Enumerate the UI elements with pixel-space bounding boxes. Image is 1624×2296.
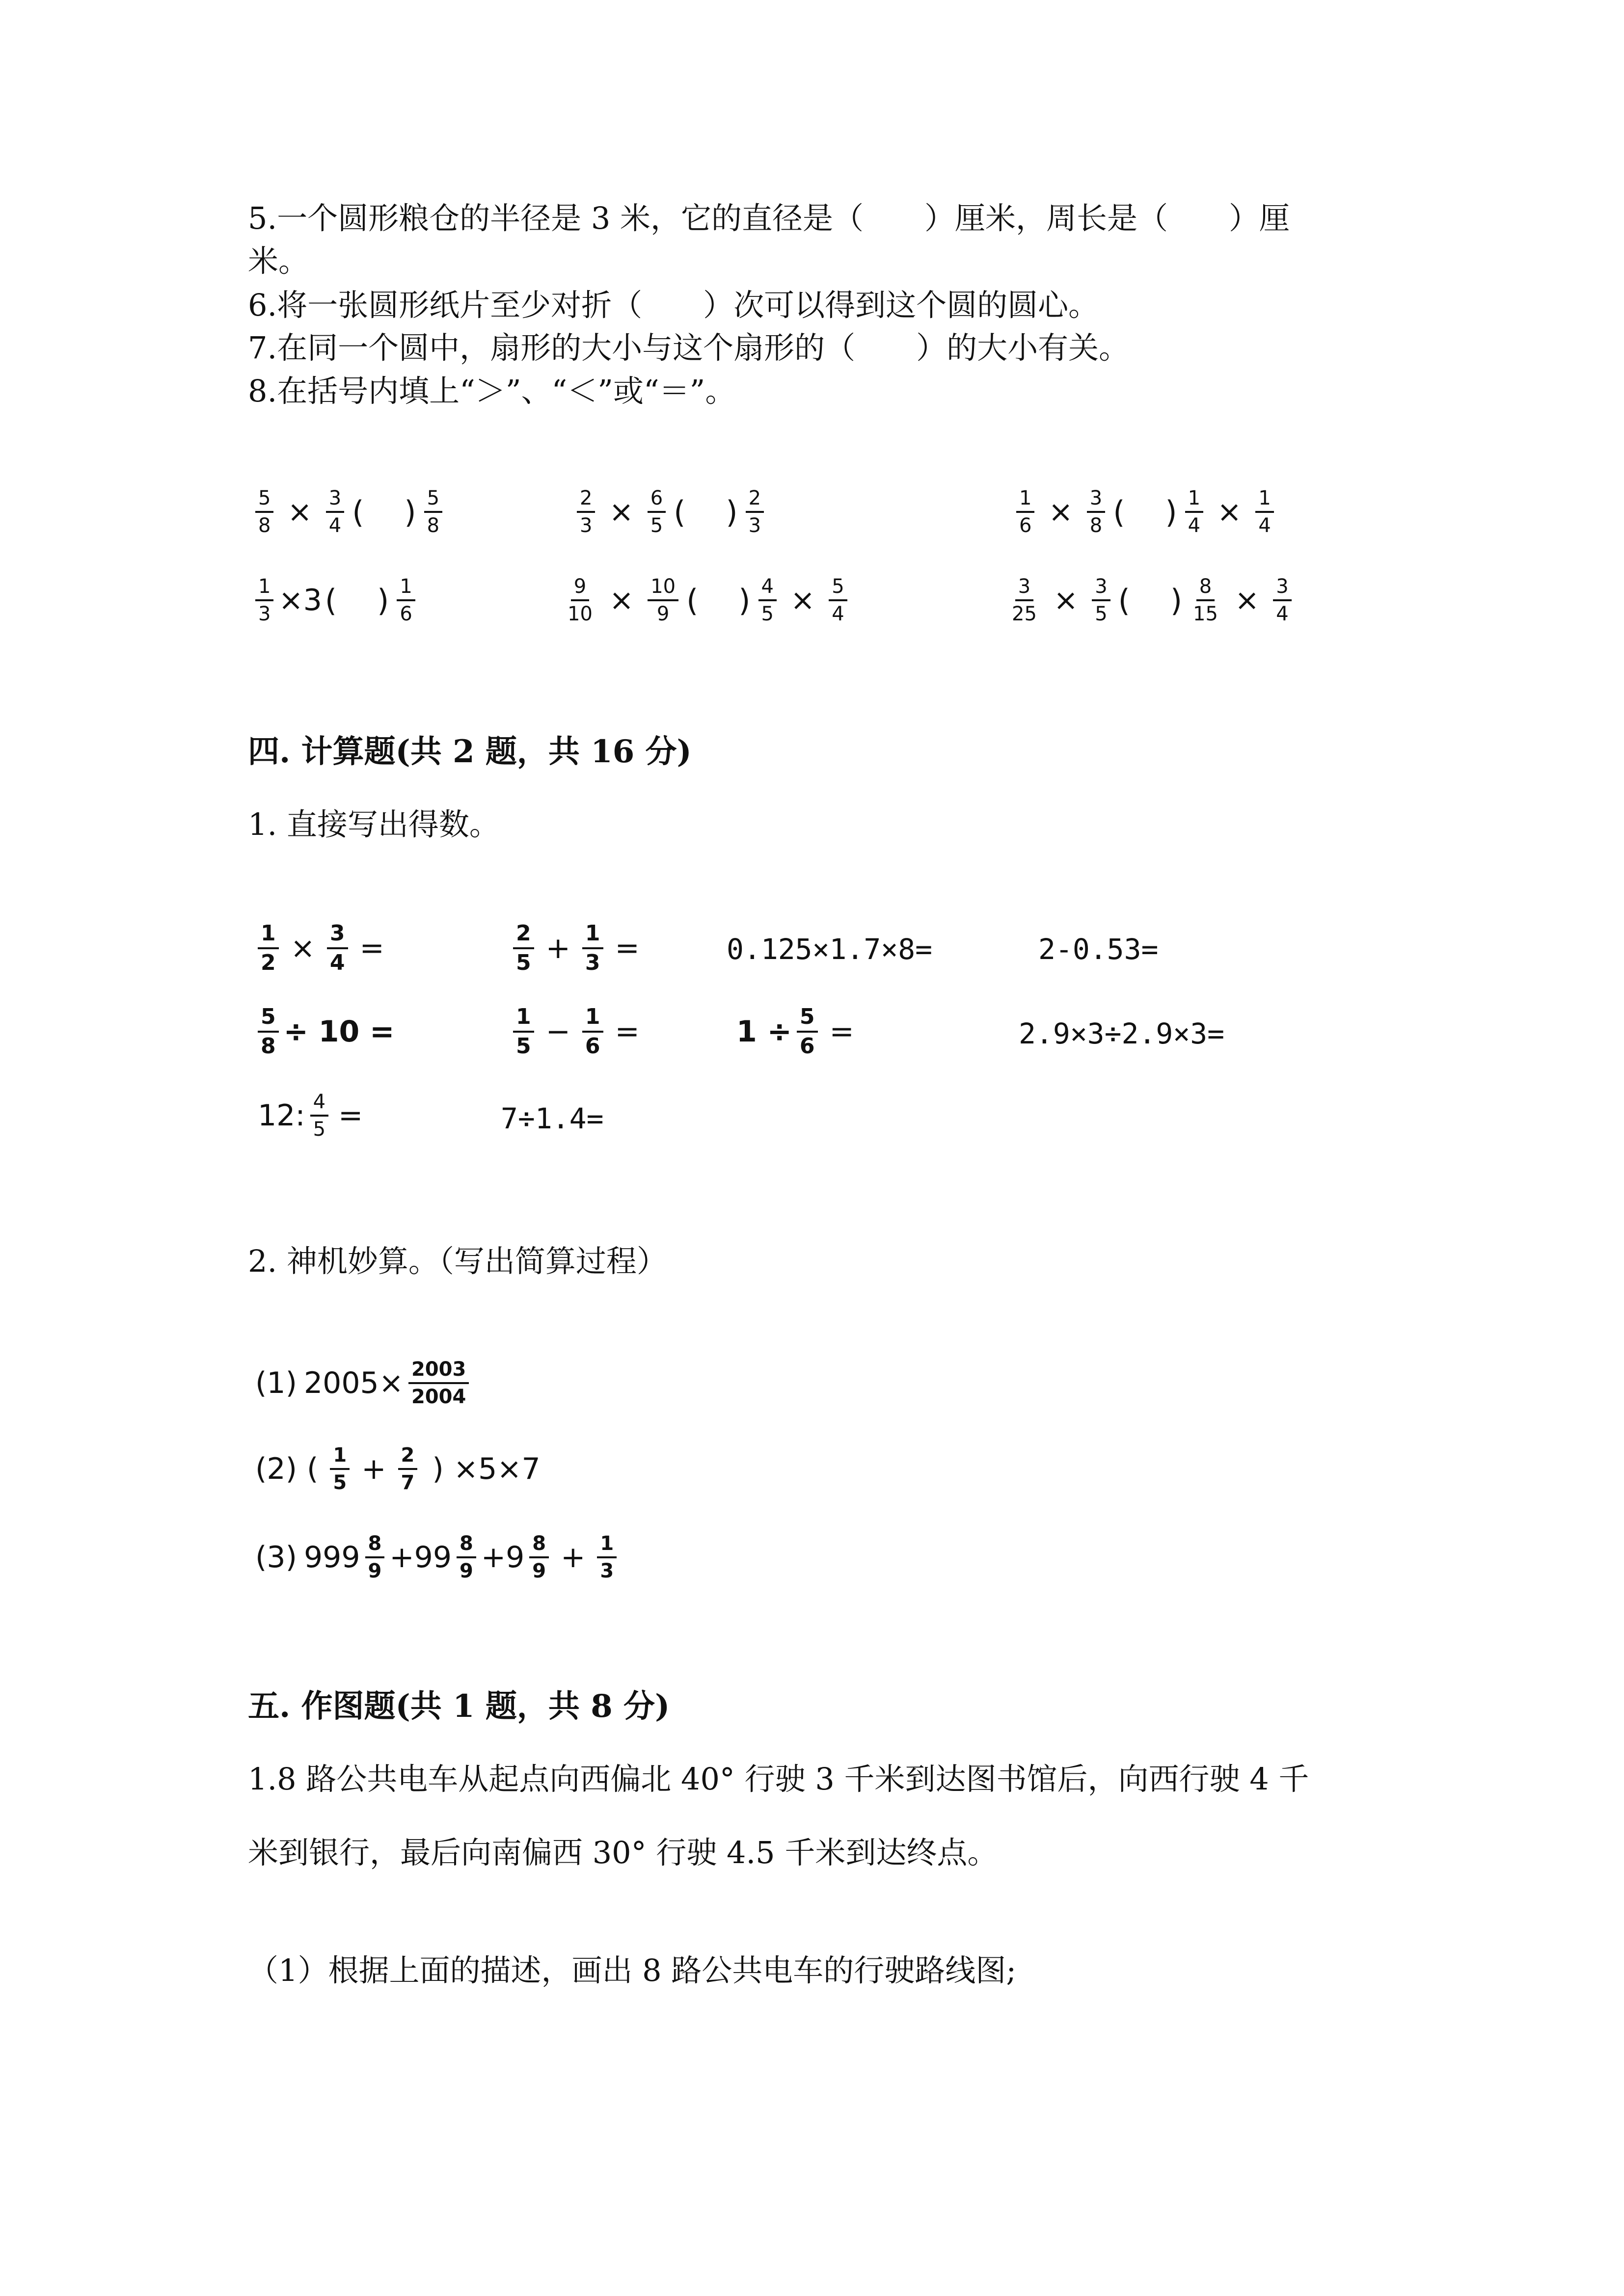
calc-e2: $\frac{2}{5}$ + $\frac{1}{3}$ = — [508, 923, 647, 974]
calc-e1: $\frac{1}{2}$ × $\frac{3}{4}$ = — [253, 923, 391, 974]
calc-e5: $\frac{5}{8}$ ÷ 10 = — [253, 1006, 394, 1057]
section-5-question-1-sub-1: （1）根据上面的描述，画出 8 路公共电车的行驶路线图; — [248, 1952, 1017, 1988]
simplify-2: (2) ( $\frac{1}{5}$ + $\frac{2}{7}$ ) ×5×7 — [255, 1444, 541, 1494]
calc-e3: 0.125×1.7×8= — [727, 933, 933, 966]
compare-r2c2: $\frac{9}{10}$ × $\frac{10}{9}$ ( ) $\frac{4}{5}$ × $\frac{5}{4}$ — [560, 577, 852, 624]
compare-r1c2: $\frac{2}{3}$ × $\frac{6}{5}$ ( ) $\frac{2}{3}$ — [572, 488, 769, 535]
section-4-question-1: 1. 直接写出得数。 — [248, 806, 500, 842]
question-8: 8.在括号内填上“＞”、“＜”或“＝”。 — [248, 373, 736, 409]
question-5-line-1: 5.一个圆形粮仓的半径是 3 米，它的直径是（ ）厘米，周长是（ ）厘 — [248, 200, 1290, 236]
section-4-heading: 四. 计算题(共 2 题，共 16 分) — [248, 733, 692, 770]
compare-r1c1: $\frac{5}{8}$ × $\frac{3}{4}$ ( ) $\frac{5}{8}$ — [250, 488, 447, 535]
question-7: 7.在同一个圆中，扇形的大小与这个扇形的（ ）的大小有关。 — [248, 330, 1130, 366]
section-4-question-2: 2. 神机妙算。（写出简算过程） — [248, 1243, 667, 1279]
question-5-line-2: 米。 — [248, 243, 309, 279]
question-6: 6.将一张圆形纸片至少对折（ ）次可以得到这个圆的圆心。 — [248, 287, 1099, 323]
calc-e10: 7÷1.4= — [501, 1102, 604, 1135]
section-5-question-1-line-1: 1.8 路公共电车从起点向西偏北 40° 行驶 3 千米到达图书馆后，向西行驶 4 千 — [248, 1761, 1309, 1797]
calc-e9: 12: $\frac{4}{5}$ = — [258, 1091, 363, 1141]
calc-e6: $\frac{1}{5}$ − $\frac{1}{6}$ = — [508, 1006, 647, 1057]
compare-r2c1: $\frac{1}{3}$ ×3 ( ) $\frac{1}{6}$ — [250, 577, 420, 624]
section-5-question-1-line-2: 米到银行，最后向南偏西 30° 行驶 4.5 千米到达终点。 — [248, 1835, 998, 1870]
compare-r1c3: $\frac{1}{6}$ × $\frac{3}{8}$ ( ) $\frac{1}{4}$ × $\frac{1}{4}$ — [1011, 488, 1279, 535]
section-5-heading: 五. 作图题(共 1 题，共 8 分) — [248, 1688, 670, 1725]
calc-e4: 2-0.53= — [1038, 933, 1159, 966]
simplify-1: (1) 2005× $\frac{2003}{2004}$ — [255, 1360, 474, 1407]
calc-e7: 1 ÷ $\frac{5}{6}$ = — [736, 1004, 854, 1059]
calc-e8: 2.9×3÷2.9×3= — [1019, 1017, 1225, 1050]
compare-r2c3: $\frac{3}{25}$ × $\frac{3}{5}$ ( ) $\frac{8}{15}$ × $\frac{3}{4}$ — [1004, 577, 1297, 624]
simplify-3: (3) 999 $\frac{8}{9}$ +99 $\frac{8}{9}$ +9 $\frac{8}{9}$ + $\frac{1}{3}$ — [255, 1534, 622, 1581]
